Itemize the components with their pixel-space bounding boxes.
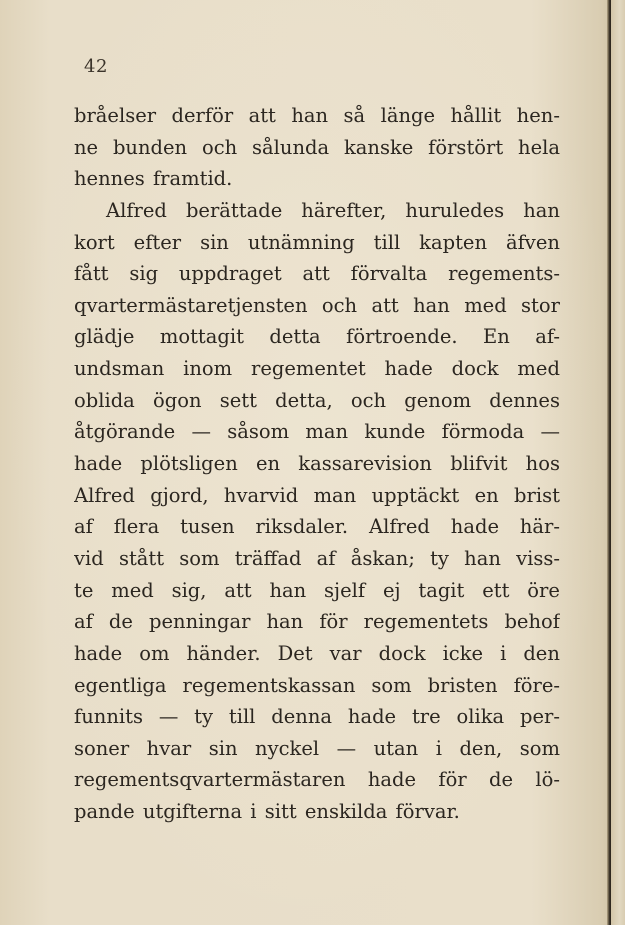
text-line: glädje mottagit detta förtroende. En af- bbox=[74, 325, 560, 349]
text-line: oblida ögon sett detta, och genom dennes bbox=[74, 388, 560, 412]
text-line: undsman inom regementet hade dock med bbox=[74, 357, 560, 381]
text-line: qvartermästaretjensten och att han med stor bbox=[74, 293, 560, 317]
book-spine-shadow bbox=[607, 0, 611, 925]
page-number: 42 bbox=[84, 56, 108, 77]
text-line: funnits — ty till denna hade tre olika per- bbox=[74, 705, 560, 729]
text-line: Alfred gjord, hvarvid man upptäckt en brist bbox=[74, 483, 560, 507]
text-line: kort efter sin utnämning till kapten äfven bbox=[74, 230, 560, 254]
text-line: bråelser derför att han så länge hållit hen- bbox=[74, 104, 560, 127]
body-text bbox=[74, 100, 560, 828]
text-line: pande utgifterna i sitt enskilda förvar. bbox=[74, 800, 460, 824]
text-line: soner hvar sin nyckel — utan i den, som bbox=[74, 736, 560, 760]
text-line: regementsqvartermästaren hade för de lö- bbox=[74, 768, 560, 792]
text-line: te med sig, att han sjelf ej tagit ett öre bbox=[74, 578, 560, 602]
text-line: åtgörande — såsom man kunde förmoda — bbox=[74, 420, 560, 444]
text-line: fått sig uppdraget att förvalta regements- bbox=[74, 262, 560, 286]
text-line: hennes framtid. bbox=[74, 167, 233, 191]
text-line: af de penningar han för regementets behof bbox=[74, 610, 560, 634]
text-line: hade om händer. Det var dock icke i den bbox=[74, 641, 560, 665]
page-edge bbox=[611, 0, 625, 925]
text-line: af flera tusen riksdaler. Alfred hade här- bbox=[74, 515, 560, 539]
text-line: vid stått som träffad af åskan; ty han viss- bbox=[74, 546, 560, 570]
text-line: egentliga regementskassan som bristen före- bbox=[74, 673, 560, 697]
text-line: ne bunden och sålunda kanske förstört hela bbox=[74, 135, 560, 159]
text-line: hade plötsligen en kassarevision blifvit hos bbox=[74, 452, 560, 476]
text-line: Alfred berättade härefter, huruledes han bbox=[106, 198, 560, 222]
